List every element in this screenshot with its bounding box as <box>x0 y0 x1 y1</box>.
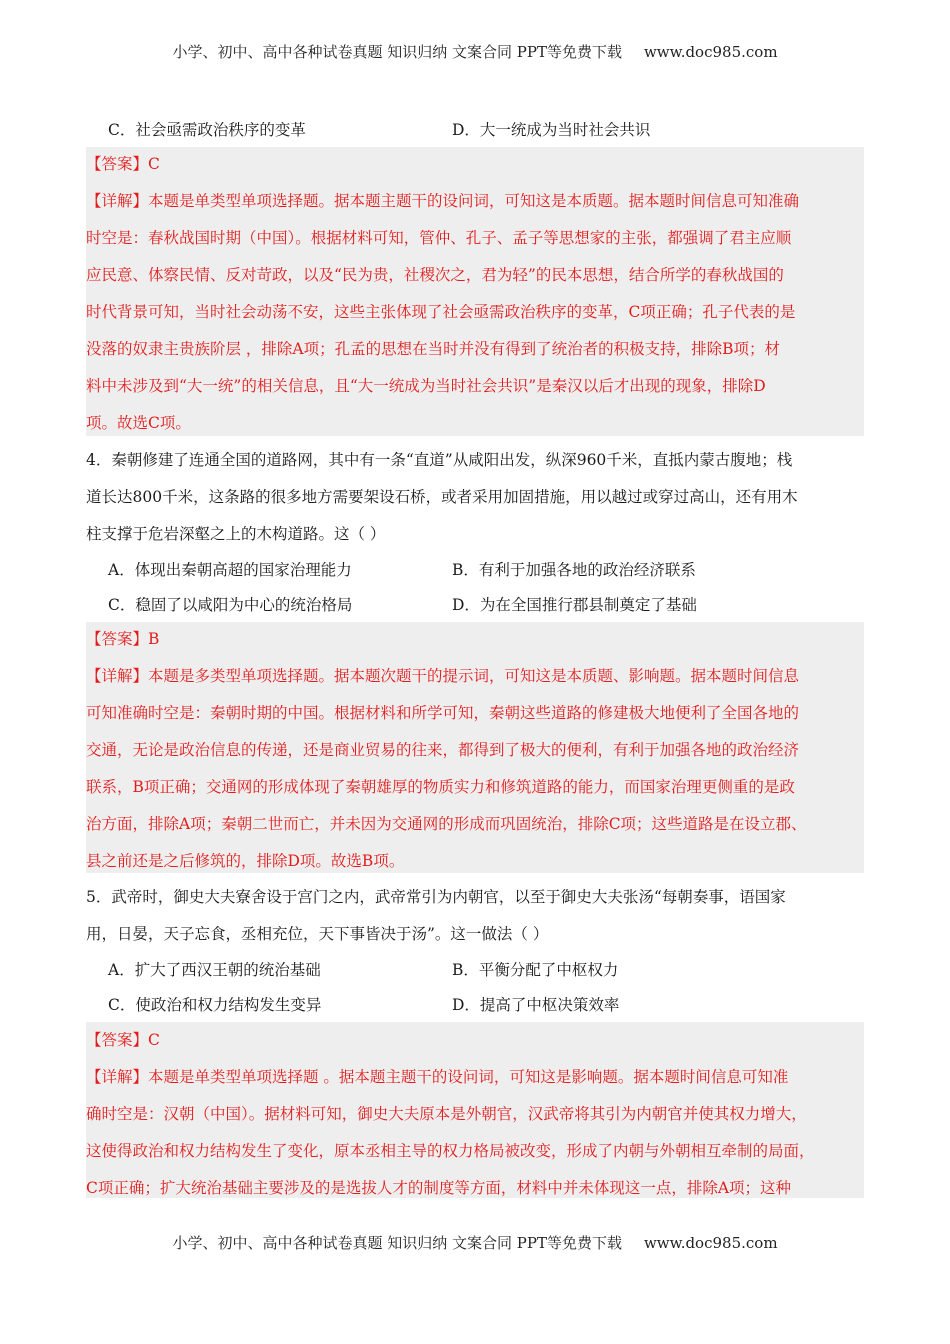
q3-explanation-line: 时空是：春秋战国时期（中国）。根据材料可知，管仲、孔子、孟子等思想家的主张，都强调了君主应顺 <box>86 229 792 247</box>
q5-explanation-line: 【详解】本题是单类型单项选择题 。据本题主题干的设问词，可知这是影响题。据本题时间信息可知准 <box>86 1068 789 1086</box>
footer-text: 小学、初中、高中各种试卷真题 知识归纳 文案合同 PPT等免费下载 <box>172 1234 622 1252</box>
q3-explanation-line: 时代背景可知，当时社会动荡不安，这些主张体现了社会亟需政治秩序的变革，C项正确；孔子代表的是 <box>86 303 796 321</box>
q5-option-a: A．扩大了西汉王朝的统治基础 <box>108 961 321 979</box>
q4-explanation-line: 联系，B项正确；交通网的形成体现了秦朝雄厚的物质实力和修筑道路的能力，而国家治理更侧重的是政 <box>86 778 795 796</box>
q4-stem-line: 柱支撑于危岩深壑之上的木构道路。这（ ） <box>86 525 386 543</box>
page-header <box>0 41 950 62</box>
q3-option-d: D．大一统成为当时社会共识 <box>452 121 651 139</box>
q3-explanation-line: 【详解】本题是单类型单项选择题。据本题主题干的设问词，可知这是本质题。据本题时间信息可知准确 <box>86 192 800 210</box>
q4-option-d: D．为在全国推行郡县制奠定了基础 <box>452 596 697 614</box>
q5-explanation-line: C项正确；扩大统治基础主要涉及的是选拔人才的制度等方面，材料中并未体现这一点，排除A项；这种 <box>86 1179 792 1197</box>
q3-explanation-line: 项。故选C项。 <box>86 414 191 432</box>
q5-option-b: B．平衡分配了中枢权力 <box>452 961 619 979</box>
q4-answer: 【答案】B <box>86 630 160 648</box>
q3-explanation-line: 料中未涉及到“大一统”的相关信息，且“大一统成为当时社会共识”是秦汉以后才出现的现象，排除D <box>86 377 766 395</box>
q5-explanation-line: 这使得政治和权力结构发生了变化，原本丞相主导的权力格局被改变，形成了内朝与外朝相互牵制的局面， <box>86 1142 815 1160</box>
q5-stem-line: 5．武帝时，御史大夫寮舍设于宫门之内，武帝常引为内朝官，以至于御史大夫张汤“每朝奏事，语国家 <box>86 888 786 906</box>
footer-url: www.doc985.com <box>643 1234 778 1252</box>
q3-answer: 【答案】C <box>86 155 160 173</box>
q5-answer: 【答案】C <box>86 1031 160 1049</box>
q5-stem-line: 用，日晏，天子忘食，丞相充位，天下事皆决于汤”。这一做法（ ） <box>86 925 549 943</box>
q4-stem-line: 道长达800千米，这条路的很多地方需要架设石桥，或者采用加固措施，用以越过或穿过高山，还有用木 <box>86 488 798 506</box>
page-footer <box>0 1232 950 1253</box>
q4-explanation-line: 县之前还是之后修筑的，排除D项。故选B项。 <box>86 852 405 870</box>
q4-stem-line: 4．秦朝修建了连通全国的道路网，其中有一条“直道”从咸阳出发，纵深960千米，直抵内蒙古腹地；栈 <box>86 451 793 469</box>
q4-option-b: B．有利于加强各地的政治经济联系 <box>452 561 696 579</box>
q5-option-c: C．使政治和权力结构发生变异 <box>108 996 322 1014</box>
q4-explanation-line: 治方面，排除A项；秦朝二世而亡，并未因为交通网的形成而巩固统治，排除C项；这些道路是在设立郡、 <box>86 815 807 833</box>
q5-explanation-line: 确时空是：汉朝（中国）。据材料可知，御史大夫原本是外朝官，汉武帝将其引为内朝官并使其权力增大， <box>86 1105 807 1123</box>
q4-explanation-line: 【详解】本题是多类型单项选择题。据本题次题干的提示词，可知这是本质题、影响题。据本题时间信息 <box>86 667 800 685</box>
header-url: www.doc985.com <box>643 43 778 61</box>
q3-explanation-line: 应民意、体察民情、反对苛政，以及“民为贵，社稷次之，君为轻”的民本思想，结合所学的春秋战国的 <box>86 266 784 284</box>
q5-option-d: D．提高了中枢决策效率 <box>452 996 620 1014</box>
header-text: 小学、初中、高中各种试卷真题 知识归纳 文案合同 PPT等免费下载 <box>172 43 622 61</box>
q4-option-c: C．稳固了以咸阳为中心的统治格局 <box>108 596 353 614</box>
q3-option-c: C．社会亟需政治秩序的变革 <box>108 121 306 139</box>
q4-explanation-line: 可知准确时空是：秦朝时期的中国。根据材料和所学可知，秦朝这些道路的修建极大地便利了全国各地的 <box>86 704 800 722</box>
q4-option-a: A．体现出秦朝高超的国家治理能力 <box>108 561 352 579</box>
q4-explanation-line: 交通，无论是政治信息的传递，还是商业贸易的往来，都得到了极大的便利，有利于加强各地的政治经济 <box>86 741 800 759</box>
q3-explanation-line: 没落的奴隶主贵族阶层 ，排除A项；孔孟的思想在当时并没有得到了统治者的积极支持，排除B项；材 <box>86 340 781 358</box>
